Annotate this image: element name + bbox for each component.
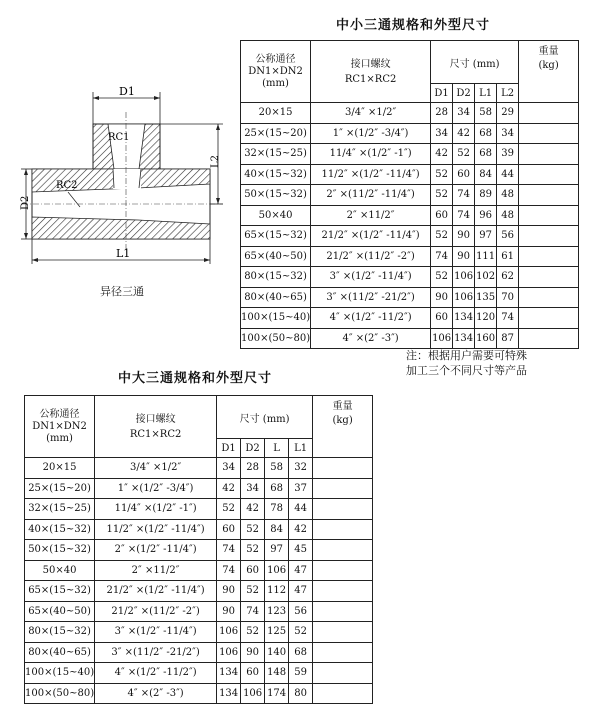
dn-cell: 80×(15~32)	[25, 622, 95, 643]
table-row	[25, 458, 373, 479]
weight-cell	[519, 226, 579, 247]
size-cell: 28	[241, 458, 265, 479]
table-row	[25, 478, 373, 499]
size-cell: 42	[453, 123, 475, 144]
large-sub-header: L	[265, 439, 289, 458]
size-cell: 106	[431, 328, 453, 349]
size-cell: 174	[265, 683, 289, 704]
size-cell: 60	[431, 205, 453, 226]
weight-cell	[519, 308, 579, 329]
size-cell: 74	[431, 246, 453, 267]
size-cell: 84	[475, 164, 497, 185]
table-row	[241, 246, 579, 267]
size-cell: 106	[453, 267, 475, 288]
thread-cell: 21/2″ ×(11/2″ -2″)	[95, 601, 217, 622]
dn-cell: 50×40	[25, 560, 95, 581]
size-cell: 68	[265, 478, 289, 499]
size-cell: 97	[475, 226, 497, 247]
weight-cell	[313, 642, 373, 663]
table-row	[241, 164, 579, 185]
small-sub-header: D1	[431, 84, 453, 103]
size-cell: 60	[241, 560, 265, 581]
thread-cell: 4″ ×(1/2″ -11/2″)	[95, 663, 217, 684]
size-cell: 42	[217, 478, 241, 499]
size-cell: 29	[497, 103, 519, 124]
table-row	[241, 185, 579, 206]
size-cell: 134	[217, 663, 241, 684]
small-header-thread: 接口螺纹 RC1×RC2	[311, 41, 431, 103]
footnote: 注：根据用户需要可特殊 加工三个不同尺寸等产品	[406, 349, 527, 377]
size-cell: 135	[475, 287, 497, 308]
size-cell: 34	[453, 103, 475, 124]
size-cell: 74	[497, 308, 519, 329]
thread-cell: 4″ ×(2″ -3″)	[95, 683, 217, 704]
size-cell: 52	[431, 226, 453, 247]
size-cell: 52	[241, 622, 265, 643]
label-l1: L1	[116, 247, 131, 260]
size-cell: 34	[431, 123, 453, 144]
weight-cell	[313, 478, 373, 499]
size-cell: 106	[217, 642, 241, 663]
size-cell: 32	[289, 458, 313, 479]
thread-cell: 3″ ×(1/2″ -11/4″)	[311, 267, 431, 288]
weight-cell	[313, 499, 373, 520]
size-cell: 125	[265, 622, 289, 643]
size-cell: 112	[265, 581, 289, 602]
size-cell: 56	[289, 601, 313, 622]
size-cell: 60	[217, 519, 241, 540]
thread-cell: 11/4″ ×(1/2″ -1″)	[95, 499, 217, 520]
thread-cell: 21/2″ ×(1/2″ -11/4″)	[311, 226, 431, 247]
size-cell: 134	[453, 308, 475, 329]
size-cell: 90	[217, 581, 241, 602]
size-cell: 68	[475, 123, 497, 144]
small-header-size: 尺寸 (mm)	[431, 41, 519, 84]
small-table-title: 中小三通规格和外型尺寸	[336, 18, 491, 33]
dn-cell: 80×(40~65)	[25, 642, 95, 663]
thread-cell: 11/2″ ×(1/2″ -11/4″)	[95, 519, 217, 540]
table-row	[241, 103, 579, 124]
large-sub-header: D1	[217, 439, 241, 458]
size-cell: 106	[217, 622, 241, 643]
thread-cell: 3/4″ ×1/2″	[311, 103, 431, 124]
size-cell: 52	[241, 519, 265, 540]
size-cell: 74	[217, 560, 241, 581]
thread-cell: 11/4″ ×(1/2″ -1″)	[311, 144, 431, 165]
size-cell: 44	[497, 164, 519, 185]
size-cell: 42	[431, 144, 453, 165]
table-row	[241, 287, 579, 308]
size-cell: 102	[475, 267, 497, 288]
dn-cell: 100×(50~80)	[25, 683, 95, 704]
table-row	[25, 581, 373, 602]
label-d2: D2	[20, 195, 31, 210]
weight-cell	[313, 458, 373, 479]
size-cell: 80	[289, 683, 313, 704]
thread-cell: 2″ ×(11/2″ -11/4″)	[311, 185, 431, 206]
label-l2: L2	[210, 154, 221, 168]
size-cell: 62	[497, 267, 519, 288]
weight-cell	[519, 287, 579, 308]
dn-cell: 20×15	[241, 103, 311, 124]
weight-cell	[313, 601, 373, 622]
size-cell: 60	[431, 308, 453, 329]
weight-cell	[313, 581, 373, 602]
thread-cell: 4″ ×(1/2″ -11/2″)	[311, 308, 431, 329]
size-cell: 34	[217, 458, 241, 479]
size-cell: 111	[475, 246, 497, 267]
tee-drawing-svg	[18, 82, 228, 272]
weight-cell	[519, 185, 579, 206]
dn-cell: 40×(15~32)	[241, 164, 311, 185]
thread-cell: 3″ ×(11/2″ -21/2″)	[95, 642, 217, 663]
table-row	[25, 663, 373, 684]
tee-drawing	[18, 82, 228, 272]
large-table	[24, 395, 373, 704]
weight-cell	[519, 246, 579, 267]
weight-cell	[519, 267, 579, 288]
size-cell: 78	[265, 499, 289, 520]
size-cell: 106	[453, 287, 475, 308]
size-cell: 106	[265, 560, 289, 581]
weight-cell	[519, 123, 579, 144]
weight-cell	[313, 560, 373, 581]
size-cell: 52	[289, 622, 313, 643]
size-cell: 42	[289, 519, 313, 540]
weight-cell	[313, 622, 373, 643]
dn-cell: 25×(15~20)	[241, 123, 311, 144]
weight-cell	[313, 683, 373, 704]
size-cell: 61	[497, 246, 519, 267]
size-cell: 47	[289, 581, 313, 602]
thread-cell: 3″ ×(11/2″ -21/2″)	[311, 287, 431, 308]
thread-cell: 3″ ×(1/2″ -11/4″)	[95, 622, 217, 643]
small-header-weight: 重量 (kg)	[519, 41, 579, 103]
dn-cell: 65×(15~32)	[241, 226, 311, 247]
size-cell: 70	[497, 287, 519, 308]
table-row	[25, 540, 373, 561]
size-cell: 45	[289, 540, 313, 561]
label-d1: D1	[119, 85, 135, 98]
large-spec-table	[24, 395, 373, 704]
dn-cell: 80×(40~65)	[241, 287, 311, 308]
thread-cell: 21/2″ ×(11/2″ -2″)	[311, 246, 431, 267]
dn-cell: 50×(15~32)	[25, 540, 95, 561]
thread-cell: 4″ ×(2″ -3″)	[311, 328, 431, 349]
size-cell: 140	[265, 642, 289, 663]
table-row	[241, 144, 579, 165]
size-cell: 90	[453, 246, 475, 267]
size-cell: 134	[217, 683, 241, 704]
small-sub-header: D2	[453, 84, 475, 103]
dn-cell: 100×(15~40)	[25, 663, 95, 684]
weight-cell	[519, 164, 579, 185]
dn-cell: 20×15	[25, 458, 95, 479]
dn-cell: 65×(40~50)	[25, 601, 95, 622]
size-cell: 74	[241, 601, 265, 622]
size-cell: 123	[265, 601, 289, 622]
dn-cell: 32×(15~25)	[25, 499, 95, 520]
dn-cell: 50×(15~32)	[241, 185, 311, 206]
table-row	[241, 328, 579, 349]
size-cell: 106	[241, 683, 265, 704]
table-row	[241, 308, 579, 329]
table-row	[25, 622, 373, 643]
size-cell: 52	[453, 144, 475, 165]
size-cell: 60	[453, 164, 475, 185]
small-header-dn: 公称通径 DN1×DN2 (mm)	[241, 41, 311, 103]
size-cell: 68	[289, 642, 313, 663]
size-cell: 60	[241, 663, 265, 684]
size-cell: 90	[241, 642, 265, 663]
large-header-thread: 接口螺纹 RC1×RC2	[95, 396, 217, 458]
large-sub-header: L1	[289, 439, 313, 458]
large-header-weight: 重量 (kg)	[313, 396, 373, 458]
size-cell: 56	[497, 226, 519, 247]
label-rc2: RC2	[56, 180, 78, 191]
size-cell: 52	[241, 581, 265, 602]
size-cell: 28	[431, 103, 453, 124]
size-cell: 90	[217, 601, 241, 622]
thread-cell: 2″ ×(1/2″ -11/4″)	[95, 540, 217, 561]
dn-cell: 65×(40~50)	[241, 246, 311, 267]
label-rc1: RC1	[108, 132, 130, 143]
large-header-size: 尺寸 (mm)	[217, 396, 313, 439]
table-row	[25, 601, 373, 622]
table-row	[25, 560, 373, 581]
thread-cell: 1″ ×(1/2″ -3/4″)	[311, 123, 431, 144]
size-cell: 87	[497, 328, 519, 349]
size-cell: 52	[431, 185, 453, 206]
small-sub-header: L2	[497, 84, 519, 103]
weight-cell	[313, 663, 373, 684]
size-cell: 90	[453, 226, 475, 247]
size-cell: 37	[289, 478, 313, 499]
table-row	[25, 683, 373, 704]
small-spec-table	[240, 40, 579, 349]
size-cell: 59	[289, 663, 313, 684]
thread-cell: 3/4″ ×1/2″	[95, 458, 217, 479]
weight-cell	[313, 519, 373, 540]
size-cell: 74	[453, 185, 475, 206]
size-cell: 74	[453, 205, 475, 226]
size-cell: 90	[431, 287, 453, 308]
size-cell: 39	[497, 144, 519, 165]
weight-cell	[519, 328, 579, 349]
thread-cell: 11/2″ ×(1/2″ -11/4″)	[311, 164, 431, 185]
large-sub-header: D2	[241, 439, 265, 458]
small-table	[240, 40, 579, 349]
size-cell: 52	[431, 164, 453, 185]
size-cell: 47	[289, 560, 313, 581]
thread-cell: 2″ ×11/2″	[311, 205, 431, 226]
table-row	[241, 267, 579, 288]
dn-cell: 40×(15~32)	[25, 519, 95, 540]
dn-cell: 100×(50~80)	[241, 328, 311, 349]
dn-cell: 32×(15~25)	[241, 144, 311, 165]
size-cell: 68	[475, 144, 497, 165]
dn-cell: 65×(15~32)	[25, 581, 95, 602]
table-row	[241, 226, 579, 247]
size-cell: 134	[453, 328, 475, 349]
dn-cell: 80×(15~32)	[241, 267, 311, 288]
size-cell: 89	[475, 185, 497, 206]
size-cell: 58	[475, 103, 497, 124]
size-cell: 48	[497, 185, 519, 206]
thread-cell: 1″ ×(1/2″ -3/4″)	[95, 478, 217, 499]
table-row	[241, 205, 579, 226]
table-row	[241, 123, 579, 144]
size-cell: 97	[265, 540, 289, 561]
weight-cell	[313, 540, 373, 561]
large-table-title: 中大三通规格和外型尺寸	[118, 371, 273, 386]
weight-cell	[519, 205, 579, 226]
drawing-caption: 异径三通	[100, 285, 144, 298]
small-sub-header: L1	[475, 84, 497, 103]
thread-cell: 21/2″ ×(1/2″ -11/4″)	[95, 581, 217, 602]
size-cell: 34	[241, 478, 265, 499]
size-cell: 52	[431, 267, 453, 288]
table-row	[25, 642, 373, 663]
table-row	[25, 499, 373, 520]
size-cell: 48	[497, 205, 519, 226]
size-cell: 58	[265, 458, 289, 479]
size-cell: 84	[265, 519, 289, 540]
size-cell: 52	[217, 499, 241, 520]
size-cell: 34	[497, 123, 519, 144]
weight-cell	[519, 103, 579, 124]
weight-cell	[519, 144, 579, 165]
size-cell: 160	[475, 328, 497, 349]
dn-cell: 100×(15~40)	[241, 308, 311, 329]
size-cell: 120	[475, 308, 497, 329]
large-header-dn: 公称通径 DN1×DN2 (mm)	[25, 396, 95, 458]
size-cell: 52	[241, 540, 265, 561]
thread-cell: 2″ ×11/2″	[95, 560, 217, 581]
dn-cell: 50×40	[241, 205, 311, 226]
dn-cell: 25×(15~20)	[25, 478, 95, 499]
size-cell: 96	[475, 205, 497, 226]
size-cell: 148	[265, 663, 289, 684]
size-cell: 74	[217, 540, 241, 561]
size-cell: 44	[289, 499, 313, 520]
size-cell: 42	[241, 499, 265, 520]
table-row	[25, 519, 373, 540]
